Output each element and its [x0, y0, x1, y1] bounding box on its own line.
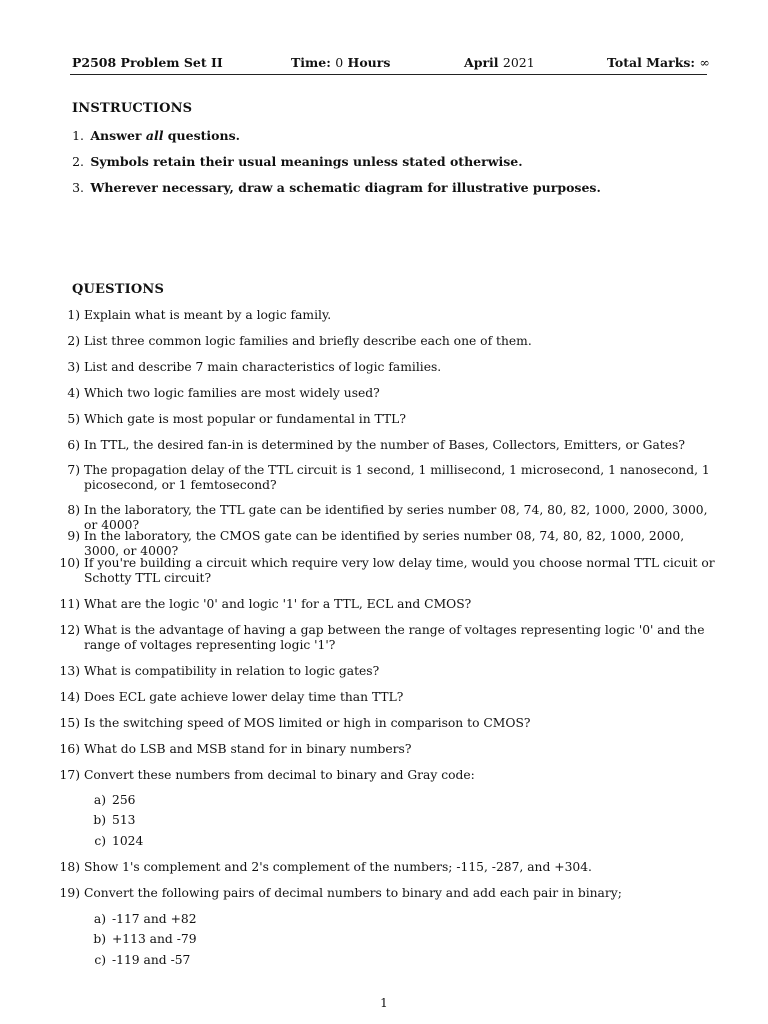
- question-item: [50, 716, 718, 731]
- instruction-item: [60, 128, 710, 143]
- question-text: Explain what is meant by a logic family.: [84, 308, 332, 322]
- question-number: 5): [67, 412, 80, 426]
- question-number: 15): [59, 716, 80, 730]
- question-number: 16): [59, 742, 80, 756]
- question-number: 8): [67, 503, 80, 517]
- question-text: Does ECL gate achieve lower delay time than TTL?: [84, 690, 404, 704]
- sub-question-item: [84, 793, 135, 807]
- sub-question-text: 513: [112, 813, 136, 827]
- sub-question-item: [84, 912, 197, 926]
- instruction-item: [60, 180, 710, 195]
- question-text: The propagation delay of the TTL circuit is 1 second, 1 millisecond, 1 microsecond, 1 nanosecond, 1 picosecond, or 1 femtosecond?: [84, 463, 710, 492]
- question-number: 19): [59, 886, 80, 900]
- question-item: [50, 886, 718, 901]
- instruction-text-emphasis: all: [145, 128, 164, 143]
- page-header: [70, 54, 710, 75]
- question-number: 13): [59, 664, 80, 678]
- question-number: 10): [59, 556, 80, 570]
- question-number: 11): [59, 597, 80, 611]
- sub-question-letter: c): [94, 834, 106, 848]
- page-number: 1: [380, 996, 388, 1010]
- instruction-text: Wherever necessary, draw a schematic diagram for illustrative purposes.: [90, 180, 601, 195]
- question-text: In the laboratory, the CMOS gate can be identified by series number 08, 74, 80, 82, 1000, 2000, 3000, or 4000?: [84, 529, 685, 558]
- instruction-number: 1.: [72, 128, 84, 143]
- question-text: List three common logic families and briefly describe each one of them.: [84, 334, 532, 348]
- question-item: [50, 597, 718, 612]
- question-item: [50, 556, 718, 586]
- instruction-number: 3.: [72, 180, 84, 195]
- question-text: What is compatibility in relation to logic gates?: [84, 664, 380, 678]
- course-title: P2508 Problem Set II: [72, 55, 223, 70]
- question-number: 4): [67, 386, 80, 400]
- instruction-text-pre: Answer: [90, 128, 146, 143]
- question-text: Convert these numbers from decimal to binary and Gray code:: [84, 768, 475, 782]
- question-number: 6): [67, 438, 80, 452]
- total-marks-value: ∞: [699, 55, 710, 70]
- date-field: [464, 55, 535, 70]
- question-number: 18): [59, 860, 80, 874]
- question-text: What are the logic '0' and logic '1' for a TTL, ECL and CMOS?: [84, 597, 472, 611]
- question-text: Which gate is most popular or fundamental in TTL?: [84, 412, 406, 426]
- sub-question-item: [84, 813, 135, 827]
- questions-heading: QUESTIONS: [72, 282, 165, 297]
- sub-question-letter: a): [93, 793, 106, 807]
- sub-question-text: -119 and -57: [112, 953, 191, 967]
- question-text: In the laboratory, the TTL gate can be identified by series number 08, 74, 80, 82, 1000, 2000, 3000, or 4000?: [84, 503, 708, 532]
- question-text: What is the advantage of having a gap between the range of voltages representing logic '0' and the range of voltages representing logic '1'?: [84, 623, 705, 652]
- question-item: [50, 690, 718, 705]
- question-item: [50, 386, 718, 401]
- question-item: [50, 308, 718, 323]
- sub-question-letter: c): [94, 953, 106, 967]
- question-number: 3): [67, 360, 80, 374]
- question-item: [50, 412, 718, 427]
- question-text: List and describe 7 main characteristics of logic families.: [84, 360, 442, 374]
- question-item: [50, 529, 718, 559]
- sub-question-letter: b): [93, 813, 106, 827]
- instruction-number: 2.: [72, 154, 84, 169]
- total-marks-label: Total Marks:: [607, 55, 696, 70]
- date-month: April: [464, 55, 499, 70]
- time-field: [291, 55, 390, 70]
- sub-question-letter: b): [93, 932, 106, 946]
- sub-question-text: 256: [112, 793, 136, 807]
- question-text: What do LSB and MSB stand for in binary numbers?: [84, 742, 412, 756]
- question-number: 1): [67, 308, 80, 322]
- sub-question-item: [84, 953, 190, 967]
- instruction-item: [60, 154, 710, 169]
- question-number: 14): [59, 690, 80, 704]
- question-item: [50, 860, 718, 875]
- instruction-text-post: questions.: [163, 128, 240, 143]
- sub-question-text: +113 and -79: [112, 932, 197, 946]
- question-text: Convert the following pairs of decimal numbers to binary and add each pair in binary;: [84, 886, 622, 900]
- question-text: In TTL, the desired fan-in is determined by the number of Bases, Collectors, Emitters, or Gates?: [84, 438, 685, 452]
- question-item: [50, 664, 718, 679]
- total-marks-field: [607, 55, 710, 70]
- sub-question-text: 1024: [112, 834, 144, 848]
- question-text: If you're building a circuit which require very low delay time, would you choose normal TTL cicuit or Schotty TTL circuit?: [84, 556, 715, 585]
- time-value: 0: [335, 55, 344, 70]
- question-item: [50, 334, 718, 349]
- question-item: [50, 360, 718, 375]
- question-text: Which two logic families are most widely used?: [84, 386, 380, 400]
- question-number: 17): [59, 768, 80, 782]
- instructions-heading: INSTRUCTIONS: [72, 101, 193, 116]
- question-item: [50, 623, 718, 653]
- question-number: 7): [67, 463, 80, 477]
- sub-question-item: [84, 834, 143, 848]
- question-item: [50, 768, 718, 783]
- time-unit: Hours: [347, 55, 391, 70]
- question-number: 9): [67, 529, 80, 543]
- sub-question-letter: a): [93, 912, 106, 926]
- date-year: 2021: [502, 55, 535, 70]
- question-text: Show 1's complement and 2's complement of the numbers; -115, -287, and +304.: [84, 860, 592, 874]
- question-text: Is the switching speed of MOS limited or high in comparison to CMOS?: [84, 716, 531, 730]
- question-number: 2): [67, 334, 80, 348]
- sub-question-text: -117 and +82: [112, 912, 197, 926]
- question-item: [50, 742, 718, 757]
- question-item: [50, 438, 718, 453]
- question-number: 12): [59, 623, 80, 637]
- time-label: Time:: [291, 55, 331, 70]
- sub-question-item: [84, 932, 197, 946]
- question-item: [50, 463, 718, 493]
- instruction-text: Symbols retain their usual meanings unless stated otherwise.: [90, 154, 523, 169]
